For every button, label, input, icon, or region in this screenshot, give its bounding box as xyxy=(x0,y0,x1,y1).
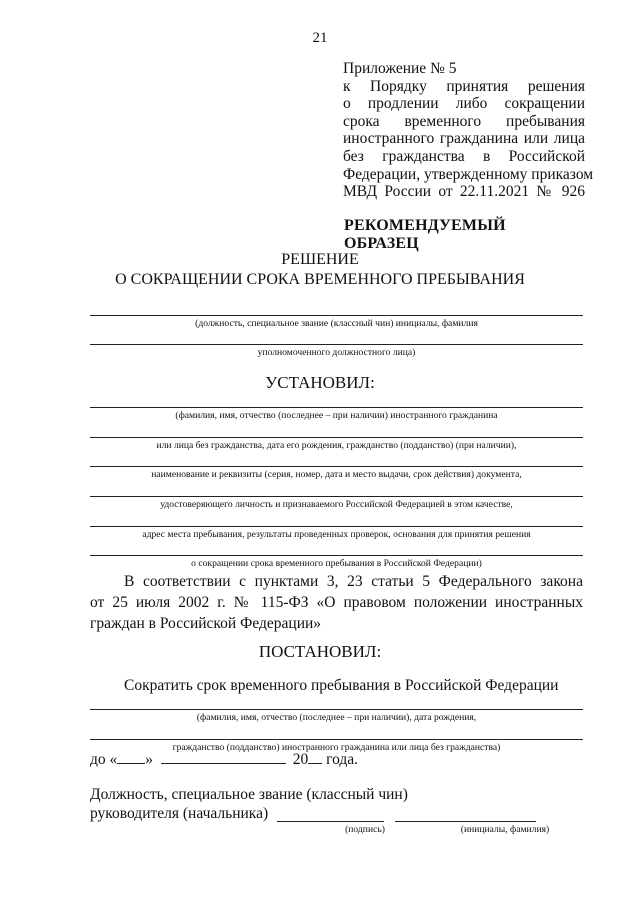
field-caption: гражданство (подданство) иностранного гражданина или лица без гражданства) xyxy=(172,742,501,753)
appendix-line: иностранного гражданина или лица xyxy=(343,130,585,148)
year-suffix: года. xyxy=(322,751,359,768)
appendix-block xyxy=(343,60,594,201)
signature-position-line1: Должность, специальное звание (классный чин) xyxy=(90,786,408,803)
until-date-row xyxy=(90,751,358,769)
name-caption: (инициалы, фамилия) xyxy=(460,824,550,835)
field-caption: или лица без гражданства, дата его рождения, гражданство (подданство) (при наличии), xyxy=(156,440,517,451)
recommended-sample-heading: РЕКОМЕНДУЕМЫЙ ОБРАЗЕЦ xyxy=(344,217,506,252)
field-caption: наименование и реквизиты (серия, номер, дата и место выдачи, срок действия) документа, xyxy=(151,469,522,480)
field-caption: адрес места пребывания, результаты проведенных проверок, основания для принятия решения xyxy=(142,529,531,540)
field-caption: удостоверяющего личность и признаваемого Российской Федерацией в этом качестве, xyxy=(160,499,513,510)
until-prefix: до « xyxy=(90,751,118,768)
field-caption: уполномоченного должностного лица) xyxy=(257,347,416,358)
signature-position-line2: руководителя (начальника) xyxy=(90,805,269,822)
field-caption: о сокращении срока временного пребывания в Российской Федерации) xyxy=(191,558,482,569)
day-field[interactable] xyxy=(117,751,145,764)
year-prefix: 20 xyxy=(292,751,309,768)
appendix-line: без гражданства в Российской xyxy=(343,147,585,165)
official-field-line[interactable] xyxy=(90,315,583,316)
appendix-line: к Порядку принятия решения xyxy=(343,77,585,95)
field-caption: (должность, специальное звание (классный чин) инициалы, фамилия xyxy=(195,318,478,329)
decision-paragraph xyxy=(90,675,583,696)
field-caption: (фамилия, имя, отчество (последнее – при наличии) иностранного гражданина xyxy=(175,410,498,421)
document-subtitle: О СОКРАЩЕНИИ СРОКА ВРЕМЕННОГО ПРЕБЫВАНИЯ xyxy=(115,271,525,288)
month-field[interactable] xyxy=(161,751,286,764)
established-field-line[interactable] xyxy=(90,437,583,438)
appendix-line: срока временного пребывания xyxy=(343,112,585,130)
paragraph-line: Сократить срок временного пребывания в Российской Федерации xyxy=(124,677,559,694)
field-caption: (фамилия, имя, отчество (последнее – при наличии), дата рождения, xyxy=(196,712,477,723)
page-number: 21 xyxy=(312,30,328,46)
decision-field-line[interactable] xyxy=(90,739,583,740)
document-title: РЕШЕНИЕ xyxy=(281,251,359,268)
decided-heading: ПОСТАНОВИЛ: xyxy=(258,642,382,661)
appendix-line: МВД России от 22.11.2021 № 926 xyxy=(343,183,585,201)
established-field-line[interactable] xyxy=(90,555,583,556)
paragraph-line: граждан в Российской Федерации» xyxy=(90,615,322,632)
until-quote: » xyxy=(145,751,154,768)
appendix-line: Приложение № 5 xyxy=(343,60,457,77)
paragraph-line: от 25 июля 2002 г. № 115-ФЗ «О правовом положении иностранных xyxy=(90,594,583,611)
legal-basis-paragraph xyxy=(90,571,583,634)
signature-line[interactable] xyxy=(277,821,384,822)
established-field-line[interactable] xyxy=(90,526,583,527)
name-line[interactable] xyxy=(395,821,536,822)
appendix-line: Федерации, утвержденному приказом xyxy=(343,165,594,183)
appendix-line: о продлении либо сокращении xyxy=(343,95,585,113)
decision-field-line[interactable] xyxy=(90,709,583,710)
established-field-line[interactable] xyxy=(90,466,583,467)
year-field[interactable] xyxy=(308,751,322,764)
established-field-line[interactable] xyxy=(90,407,583,408)
signature-caption: (подпись) xyxy=(345,824,385,835)
established-field-line[interactable] xyxy=(90,496,583,497)
paragraph-line: В соответствии с пунктами 3, 23 статьи 5 Федерального закона xyxy=(124,573,583,590)
established-heading: УСТАНОВИЛ: xyxy=(265,373,375,392)
official-field-line[interactable] xyxy=(90,344,583,345)
